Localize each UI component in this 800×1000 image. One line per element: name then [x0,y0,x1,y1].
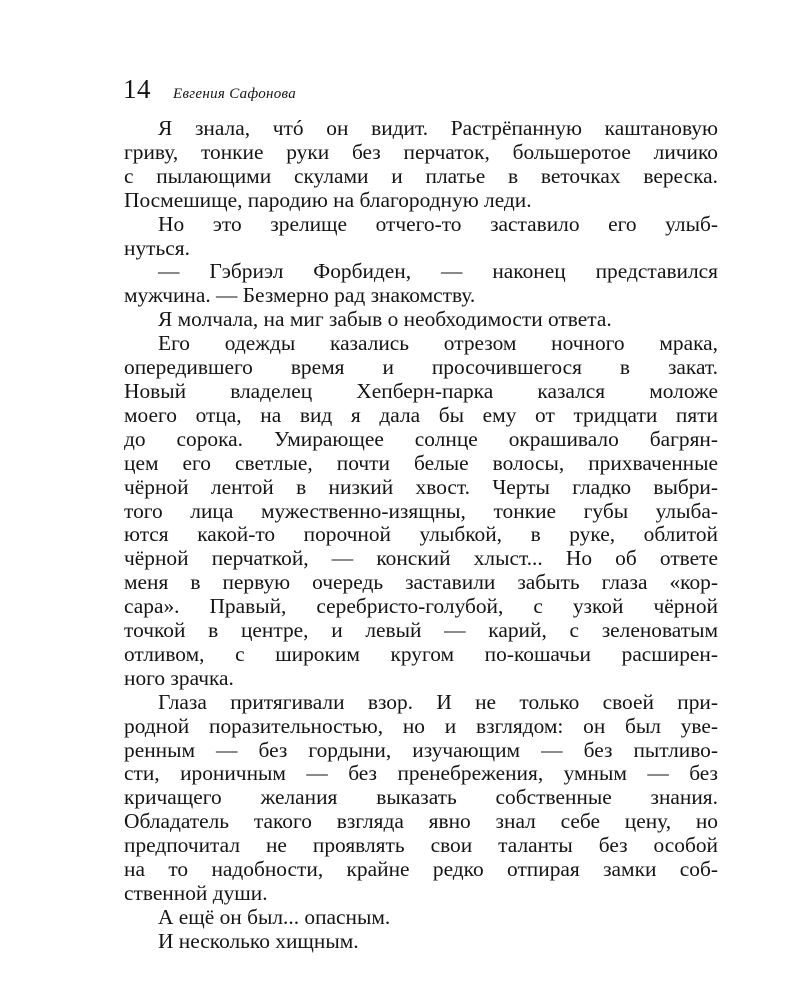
text-line: сара». Правый, серебристо-голубой, с узкой чёрной [124,594,718,619]
text-line: Но это зрелище отчего-то заставило его улыб- [158,211,718,236]
text-line: Я молчала, на миг забыв о необходимости ответа. [158,307,612,332]
text-line: Новый владелец Хепберн-парка казался моложе [124,378,718,403]
text-line: ственной души. [124,881,268,905]
text-line: гриву, тонкие руки без перчаток, большеротое личико [124,139,718,164]
text-line: сти, ироничным — без пренебрежения, умным — без [124,761,718,786]
author-name: Евгения Сафонова [173,86,297,102]
text-line: родной поразительностью, но и взглядом: он был уве- [124,713,718,738]
text-line: Посмешище, пародию на благородную леди. [124,187,532,212]
text-line: точкой в центре, и левый — карий, с зеленоватым [124,618,718,643]
text-line: того лица мужественно-изящны, тонкие губы улыба- [124,498,718,523]
text-line: предпочитал не проявлять свои таланты без особой [124,833,718,858]
text-line: чёрной лентой в низкий хвост. Черты гладко выбри- [124,474,718,499]
text-line: нуться. [124,235,190,260]
text-line: Я знала, чтó он видит. Растрёпанную каштановую [158,116,718,140]
text-line: меня в первую очередь заставили забыть глаза «кор- [124,570,718,595]
text-line: — Гэбриэл Форбиден, — наконец представился [158,259,718,284]
text-line: кричащего желания выказать собственные знания. [124,785,718,810]
text-line: Обладатель такого взгляда явно знал себе цену, но [124,809,718,834]
running-head [123,74,296,104]
text-line: Глаза притягивали взор. И не только своей при- [158,689,718,714]
page-number: 14 [123,74,151,104]
text-line: ются какой-то порочной улыбкой, в руке, облитой [124,522,718,547]
text-line: на то надобности, крайне редко отпирая замки соб- [124,857,718,882]
text-line: с пылающими скулами и платье в веточках вереска. [124,163,718,188]
text-line: ного зрачка. [124,665,234,690]
text-line: опередившего время и просочившегося в закат. [124,355,718,380]
text-line: цем его светлые, почти белые волосы, прихваченные [124,450,718,475]
body-text [124,117,718,954]
text-line: Его одежды казались отрезом ночного мрака, [158,331,718,356]
text-line: чёрной перчаткой, — конский хлыст... Но об ответе [124,546,718,571]
text-line: до сорока. Умирающее солнце окрашивало багрян- [124,426,718,451]
text-line: И несколько хищным. [158,928,359,953]
text-line: ренным — без гордыни, изучающим — без пытливо- [124,737,718,762]
text-line: мужчина. — Безмерно рад знакомству. [124,283,476,308]
text-line: моего отца, на вид я дала бы ему от тридцати пяти [124,402,718,427]
text-line: отливом, с широким кругом по-кошачьи расширен- [124,641,718,666]
text-line: А ещё он был... опасным. [158,904,391,929]
